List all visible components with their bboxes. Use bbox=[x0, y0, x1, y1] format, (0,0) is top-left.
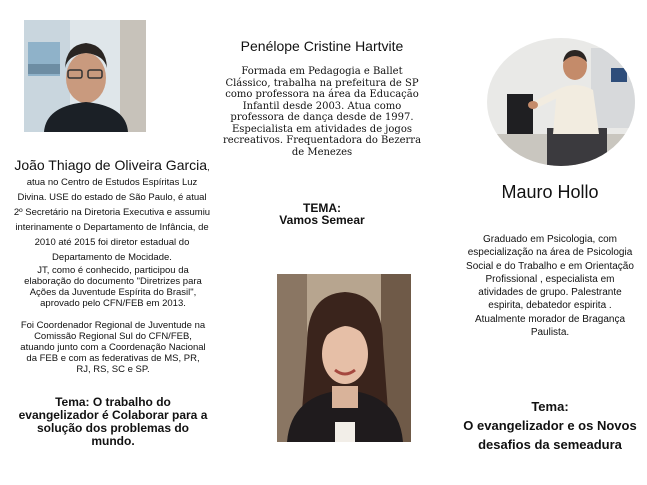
speaker-1-bio-2: JT, como é conhecido, participou da elaboração do documento "Diretrizes para Ações da Juventude Espírita do Brasil", aprovado pelo CFN/FEB em 2013. bbox=[24, 265, 202, 309]
speaker-2-bio: Formada em Pedagogia e Ballet Clássico, trabalha na prefeitura de SP como professora na área da Educação Infantil desde 2003. Atua como professora de dança desde de 1997. Especialista em atividades de jogos recreativos. Frequentadora do Bezerra de Menezes bbox=[222, 66, 422, 158]
speaker-3-name: Mauro Hollo bbox=[501, 182, 599, 202]
speaker-2-name: Penélope Cristine Hartvite bbox=[240, 38, 404, 54]
speaker-1-tema: Tema: O trabalho do evangelizador é Colaborar para a solução dos problemas do mundo. bbox=[18, 395, 208, 448]
speaker-3-bio: Graduado em Psicologia, com especialização na área de Psicologia Social e do Trabalho e em Orientação Profissional , especialista em atividades de grupo. Palestrante espirita, debatedor espirita . Atualmente morador de Bragança Paulista. bbox=[466, 234, 634, 339]
speaker-3-tema: O evangelizador e os Novos desafios da semeadura bbox=[463, 418, 637, 452]
speaker-1-intro bbox=[12, 158, 212, 263]
speaker-2-tema: Vamos Semear bbox=[279, 213, 365, 227]
photo-mauro-hollo bbox=[487, 38, 635, 166]
photo-penelope bbox=[277, 274, 411, 442]
speaker-3-tema-label: Tema: bbox=[531, 399, 569, 414]
speaker-1-bio-3: Foi Coordenador Regional de Juventude na Comissão Regional Sul do CFN/FEB, atuando junto com a Coordenação Nacional da FEB e com as federativas de MS, PR, RJ, RS, SC e SP. bbox=[20, 320, 206, 375]
photo-joao-thiago bbox=[24, 20, 146, 132]
speaker-1-bio-1: , atua no Centro de Estudos Espíritas Luz Divina. USE do estado de São Paulo, é atual 2º Secretário na Diretoria Executiva e assumiu interinamente o Departamento de Infância, de 2010 até 2015 foi diretor estadual do Departamento de Mocidade. bbox=[13, 162, 211, 263]
speaker-1-name: João Thiago de Oliveira Garcia bbox=[14, 157, 208, 173]
speaker-2-tema-label: TEMA: bbox=[303, 201, 341, 215]
